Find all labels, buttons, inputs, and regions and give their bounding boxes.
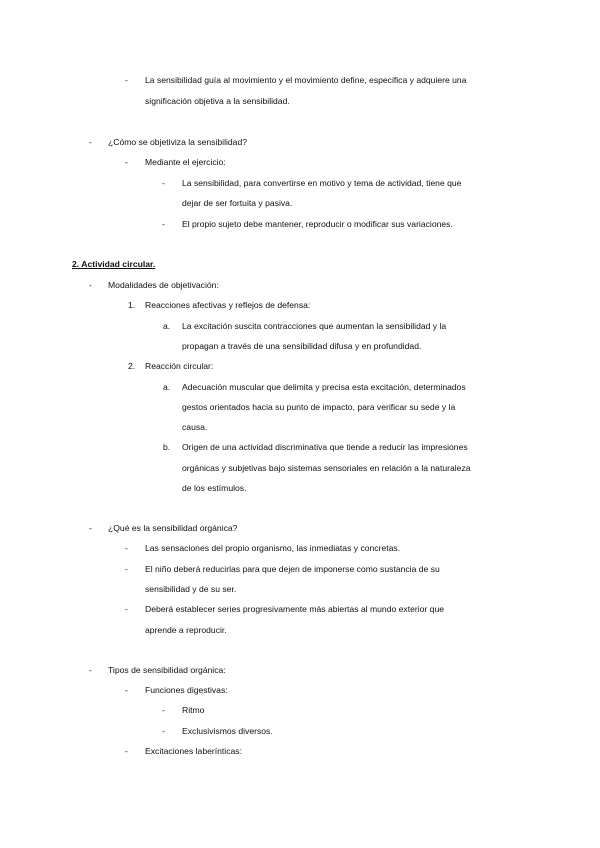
list-number: 1. [128,300,136,310]
bullet-dash: - [125,746,128,756]
text-line: orgánicas y subjetivas bajo sistemas sensoriales en relación a la naturaleza [182,463,471,473]
text-line: El propio sujeto debe mantener, reproducir o modificar sus variaciones. [182,219,453,229]
text-line: sensibilidad y de su ser. [145,584,237,594]
list-letter: a. [163,382,171,392]
text-line: La excitación suscita contracciones que aumentan la sensibilidad y la [182,321,447,331]
list-letter: b. [163,442,171,452]
text-line: Reacción circular: [145,361,214,371]
text-line: Excitaciones laberínticas: [145,746,242,756]
text-line: Origen de una actividad discriminativa que tiende a reducir las impresiones [182,442,468,452]
list-number: 2. [128,361,136,371]
bullet-dash: - [162,705,165,715]
bullet-dash: - [162,219,165,229]
text-line: Adecuación muscular que delimita y precisa esta excitación, determinados [182,382,466,392]
text-line: Ritmo [182,705,205,715]
text-line: Funciones digestivas: [145,685,228,695]
bullet-dash: - [125,75,128,85]
text-line: aprende a reproducir. [145,625,227,635]
text-line: Deberá establecer series progresivamente más abiertas al mundo exterior que [145,604,445,614]
list-letter: a. [163,321,171,331]
bullet-dash: - [125,543,128,553]
bullet-dash: - [89,137,92,147]
text-line: Reacciones afectivas y reflejos de defensa: [145,300,311,310]
text-line: Tipos de sensibilidad orgánica: [108,665,226,675]
bullet-dash: - [125,604,128,614]
text-line: propagan a través de una sensibilidad difusa y en profundidad. [182,341,422,351]
bullet-dash: - [89,665,92,675]
text-line: significación objetiva a la sensibilidad. [145,96,290,106]
bullet-dash: - [89,523,92,533]
text-line: Mediante el ejercicio: [145,157,226,167]
bullet-dash: - [125,157,128,167]
text-line: causa. [182,422,208,432]
text-line: Modalidades de objetivación: [108,280,219,290]
bullet-dash: - [162,726,165,736]
text-line: La sensibilidad, para convertirse en motivo y tema de actividad, tiene que [182,178,462,188]
question-line: ¿Qué es la sensibilidad orgánica? [108,523,238,533]
question-line: ¿Cómo se objetiviza la sensibilidad? [108,137,248,147]
bullet-dash: - [89,280,92,290]
text-line: dejar de ser fortuita y pasiva. [182,198,293,208]
bullet-dash: - [125,685,128,695]
text-line: La sensibilidad guía al movimiento y el movimiento define, especifica y adquiere una [145,75,467,85]
text-line: gestos orientados hacia su punto de impacto, para verificar su sede y la [182,402,456,412]
text-line: Exclusivismos diversos. [182,726,273,736]
text-line: Las sensaciones del propio organismo, las inmediatas y concretas. [145,543,401,553]
text-line: El niño deberá reducirlas para que dejen de imponerse como sustancia de su [145,564,440,574]
text-line: de los estímulos. [182,483,247,493]
section-heading: 2. Actividad circular. [72,259,156,269]
bullet-dash: - [125,564,128,574]
bullet-dash: - [162,178,165,188]
